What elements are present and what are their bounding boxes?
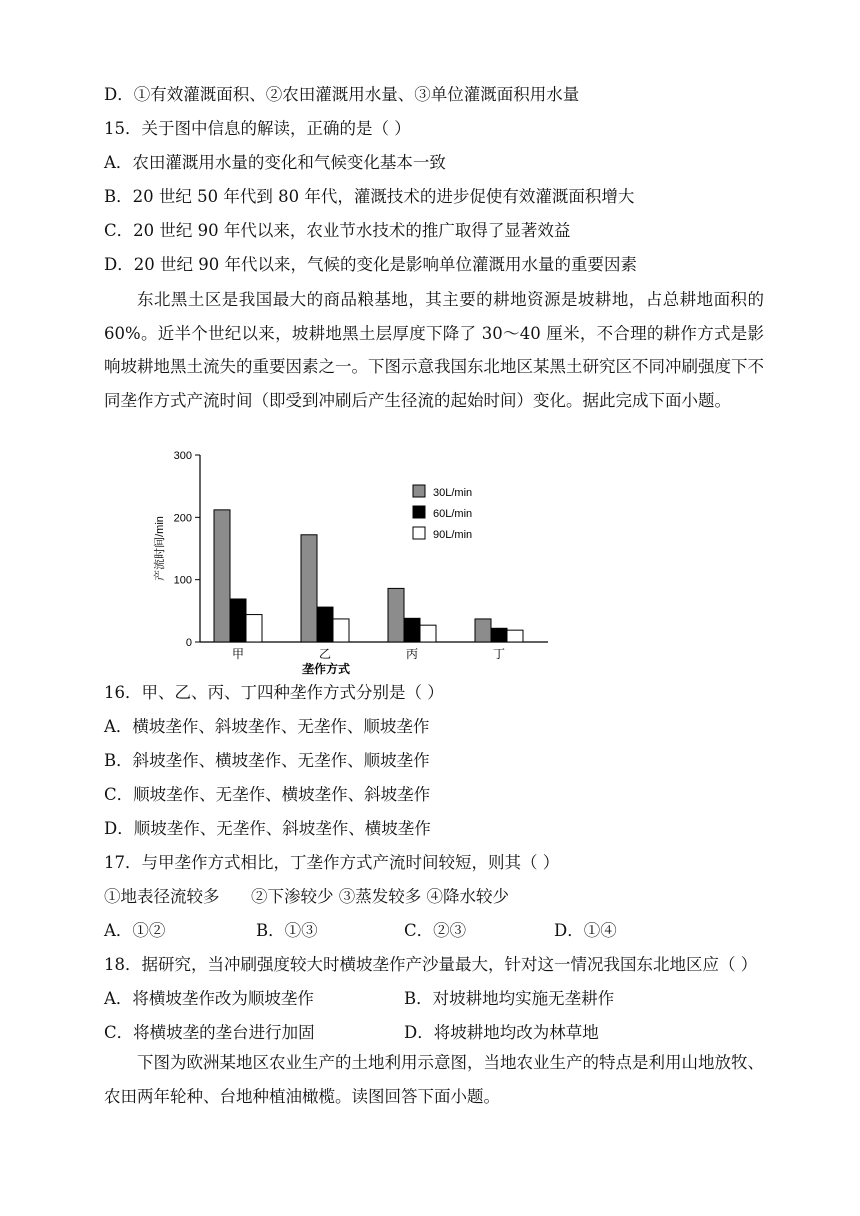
bar-乙-90L/min	[333, 619, 349, 642]
x-axis-label: 垄作方式	[301, 662, 351, 676]
x-tick-label: 丙	[405, 647, 419, 661]
bar-丙-90L/min	[420, 625, 436, 642]
q17-option-a: A．①②	[104, 921, 166, 940]
legend-label: 30L/min	[433, 487, 473, 499]
q17-option-b: B．①③	[256, 921, 318, 940]
bar-丁-60L/min	[491, 628, 507, 642]
q15-option-b: B．20 世纪 50 年代到 80 年代，灌溉技术的进步促使有效灌溉面积增大	[104, 187, 635, 206]
bar-甲-60L/min	[230, 599, 246, 642]
x-tick-label: 丁	[492, 647, 506, 661]
legend-swatch-90L/min	[413, 527, 425, 539]
q18-option-c: C．将横坡垄的垄台进行加固	[104, 1023, 315, 1042]
q16-option-c: C．顺坡垄作、无垄作、横坡垄作、斜坡垄作	[104, 785, 431, 804]
q17-option-c: C．②③	[404, 921, 467, 940]
q16-option-d: D．顺坡垄作、无垄作、斜坡垄作、横坡垄作	[104, 819, 431, 838]
q14-option-d: D．①有效灌溉面积、②农田灌溉用水量、③单位灌溉面积用水量	[104, 85, 580, 104]
q18-option-a: A．将横坡垄作改为顺坡垄作	[104, 989, 314, 1008]
bar-丁-30L/min	[475, 619, 491, 642]
q16-option-b: B．斜坡垄作、横坡垄作、无垄作、顺坡垄作	[104, 751, 430, 770]
y-tick-label: 200	[173, 512, 192, 525]
bar-丙-60L/min	[404, 618, 420, 642]
q18-stem: 18．据研究，当冲刷强度较大时横坡垄作产沙量最大，针对这一情况我国东北地区应（ ）	[104, 955, 758, 974]
y-axis-label: 产流时间/min	[154, 516, 166, 581]
q18-option-b: B．对坡耕地均实施无垄耕作	[404, 989, 615, 1008]
q18-option-d: D．将坡耕地均改为林草地	[404, 1023, 599, 1042]
bar-丁-90L/min	[507, 630, 523, 642]
q16-stem: 16．甲、乙、丙、丁四种垄作方式分别是（ ）	[104, 683, 444, 702]
q15-stem: 15．关于图中信息的解读，正确的是（ ）	[104, 119, 411, 138]
q15-option-d: D．20 世纪 90 年代以来，气候的变化是影响单位灌溉用水量的重要因素	[104, 255, 637, 274]
legend-label: 60L/min	[433, 508, 473, 520]
x-tick-label: 乙	[318, 647, 332, 661]
y-tick-label: 300	[173, 450, 192, 462]
passage-europe-land-use: 下图为欧洲某地区农业生产的土地利用示意图，当地农业生产的特点是利用山地放牧、农田两年轮种、台地种植油橄榄。读图回答下面小题。	[104, 1053, 764, 1106]
runoff-time-bar-chart	[150, 448, 560, 680]
x-tick-label: 甲	[231, 647, 245, 661]
legend-label: 90L/min	[433, 529, 473, 541]
q15-option-c: C．20 世纪 90 年代以来，农业节水技术的推广取得了显著效益	[104, 221, 571, 240]
bar-丙-30L/min	[388, 588, 404, 642]
q15-option-a: A．农田灌溉用水量的变化和气候变化基本一致	[104, 153, 446, 172]
passage-black-soil: 东北黑土区是我国最大的商品粮基地，其主要的耕地资源是坡耕地，占总耕地面积的 60%。近半个世纪以来，坡耕地黑土层厚度下降了 30～40 厘米，不合理的耕作方式是影响坡耕地黑土流失的重要因素之一。下图示意我国东北地区某黑土研究区不同冲刷强度下不同垄作方式产流时间（即受到冲刷后产生径流的起始时间）变化。据此完成下面小题。	[104, 290, 764, 410]
legend-swatch-60L/min	[413, 506, 425, 518]
bar-乙-60L/min	[317, 607, 333, 642]
legend-swatch-30L/min	[413, 485, 425, 497]
y-tick-label: 0	[185, 637, 192, 649]
bar-甲-90L/min	[246, 615, 262, 642]
bar-甲-30L/min	[214, 510, 230, 642]
q17-statements: ①地表径流较多 ②下渗较少 ③蒸发较多 ④降水较少	[104, 887, 509, 906]
q17-stem: 17．与甲垄作方式相比，丁垄作方式产流时间较短，则其（ ）	[104, 853, 560, 872]
bar-乙-30L/min	[301, 535, 317, 642]
q16-option-a: A．横坡垄作、斜坡垄作、无垄作、顺坡垄作	[104, 717, 430, 736]
q17-option-d: D．①④	[554, 921, 617, 940]
y-tick-label: 100	[173, 574, 192, 587]
